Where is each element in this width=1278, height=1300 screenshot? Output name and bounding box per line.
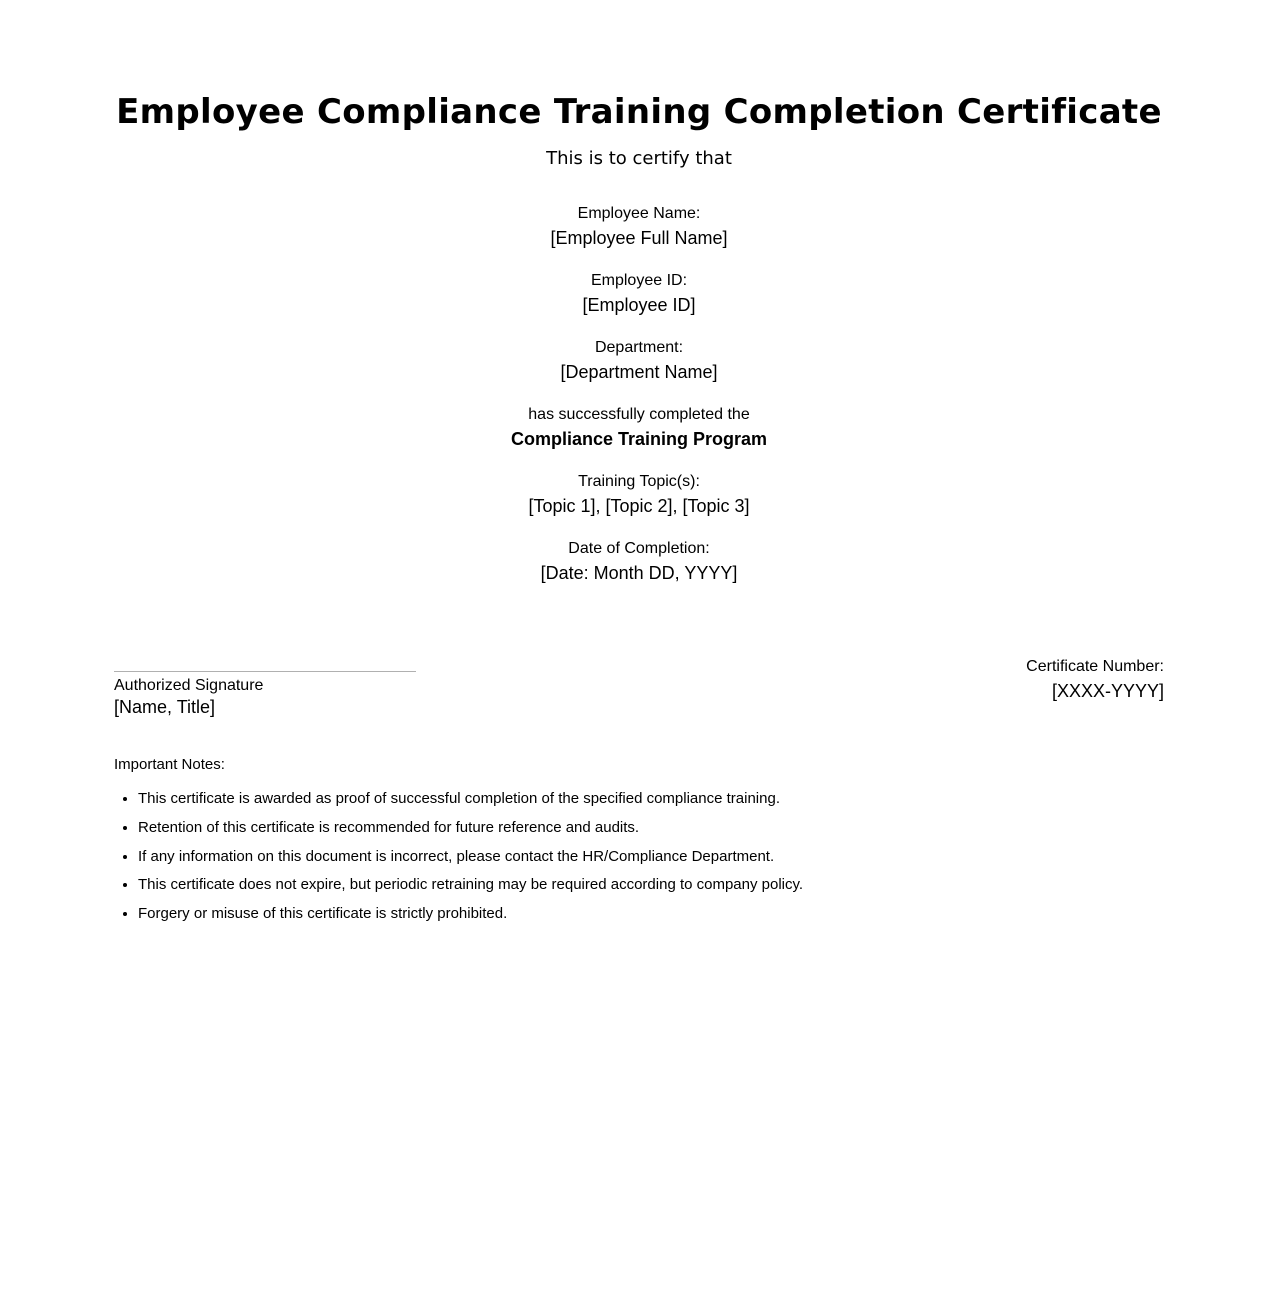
employee-id-value: [Employee ID] — [582, 295, 696, 315]
important-notes — [114, 755, 1164, 933]
training-topics-value: [Topic 1], [Topic 2], [Topic 3] — [528, 496, 750, 516]
employee-id-field — [0, 271, 1278, 317]
department-value: [Department Name] — [560, 362, 718, 382]
list-item: • If any information on this document is incorrect, please contact the HR/Compliance Department. — [138, 847, 1164, 867]
notes-title: Important Notes: — [114, 756, 225, 773]
training-topics-label: Training Topic(s): — [578, 473, 700, 490]
completion-field — [0, 405, 1278, 451]
certificate-title: Employee Compliance Training Completion Certificate — [116, 92, 1162, 132]
training-topics-field — [0, 472, 1278, 518]
completion-date-field — [0, 539, 1278, 585]
certificate-number-block — [1026, 657, 1164, 703]
signature-block — [114, 671, 416, 718]
department-label: Department: — [594, 339, 684, 356]
certificate-number-label: Certificate Number: — [1026, 658, 1164, 675]
employee-name-label: Employee Name: — [577, 205, 701, 222]
notes-list — [114, 789, 1164, 924]
employee-name-value: [Employee Full Name] — [550, 228, 728, 248]
list-item: • This certificate is awarded as proof of successful completion of the specified compliance training. — [138, 789, 1164, 809]
completion-label: has successfully completed the — [528, 406, 750, 423]
certificate-number-value: [XXXX-YYYY] — [1051, 681, 1164, 701]
list-item: • This certificate does not expire, but periodic retraining may be required according to company policy. — [138, 875, 1164, 895]
signature-name-title: [Name, Title] — [114, 697, 216, 717]
completion-date-label: Date of Completion: — [568, 540, 710, 557]
list-item: • Forgery or misuse of this certificate is strictly prohibited. — [138, 904, 1164, 924]
list-item: • Retention of this certificate is recommended for future reference and audits. — [138, 818, 1164, 838]
certify-intro: This is to certify that — [546, 148, 732, 169]
employee-name-field — [0, 204, 1278, 250]
completion-date-value: [Date: Month DD, YYYY] — [540, 563, 738, 583]
department-field — [0, 338, 1278, 384]
signature-label: Authorized Signature — [114, 677, 264, 694]
employee-id-label: Employee ID: — [590, 272, 688, 289]
signature-line — [114, 671, 416, 672]
program-name: Compliance Training Program — [510, 429, 768, 449]
